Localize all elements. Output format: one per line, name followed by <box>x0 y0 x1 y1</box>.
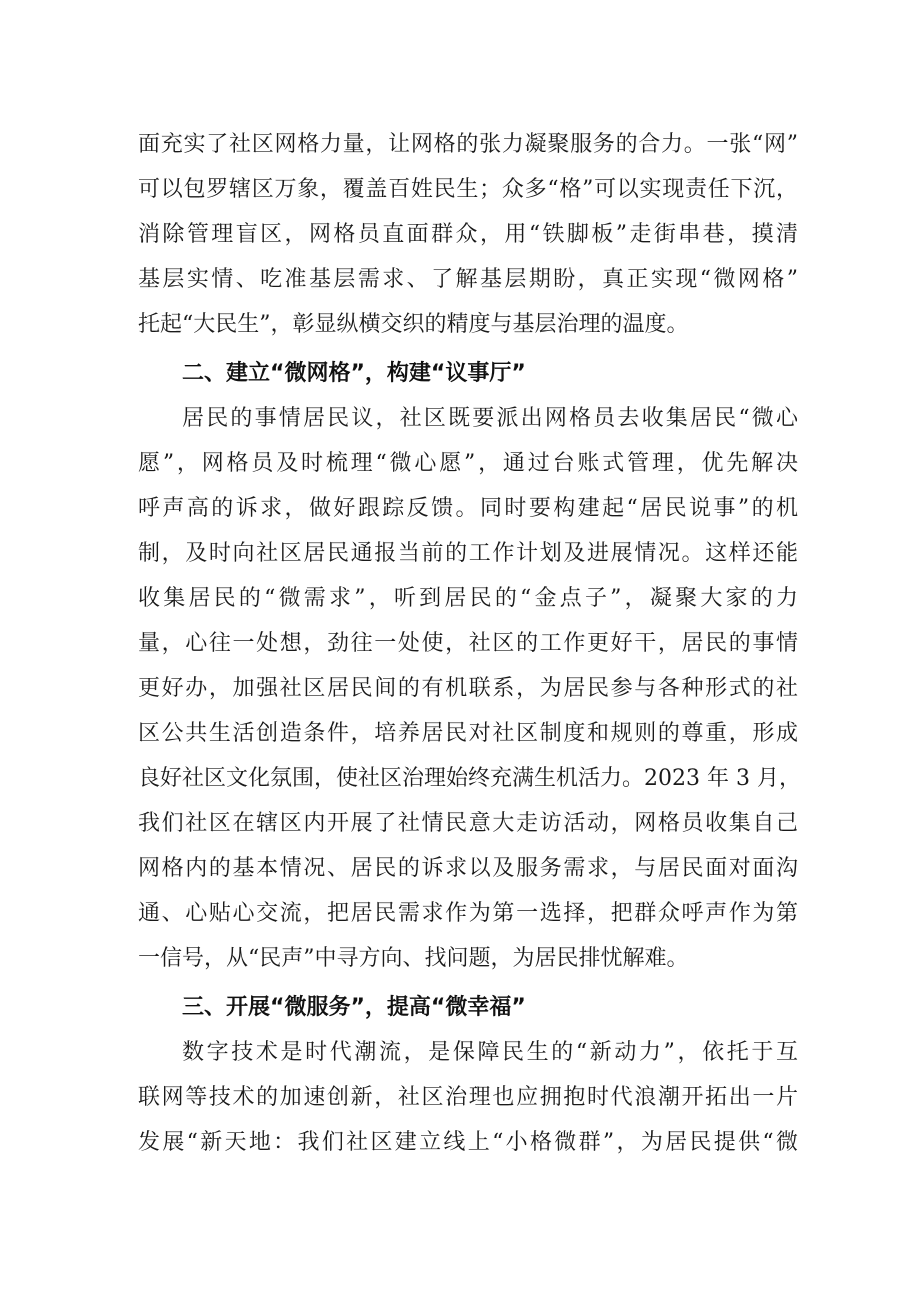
paragraph-line: 呼声高的诉求，做好跟踪反馈。同时要构建起“居民说事”的机 <box>138 496 798 521</box>
section-heading-2: 二、建立“微网格”，构建“议事厅” <box>182 361 526 386</box>
paragraph-line: 制，及时向社区居民通报当前的工作计划及进展情况。这样还能 <box>138 541 798 566</box>
paragraph-line: 愿”，网格员及时梳理“微心愿”，通过台账式管理，优先解决 <box>138 451 798 476</box>
paragraph-line: 量，心往一处想，劲往一处使，社区的工作更好干，居民的事情 <box>138 631 798 656</box>
paragraph-line: 托起“大民生”，彰显纵横交织的精度与基层治理的温度。 <box>138 312 689 337</box>
paragraph-line: 我们社区在辖区内开展了社情民意大走访活动，网格员收集自己 <box>138 811 798 836</box>
paragraph-line: 通、心贴心交流，把居民需求作为第一选择，把群众呼声作为第 <box>138 901 798 926</box>
paragraph-line: 基层实情、吃准基层需求、了解基层期盼，真正实现“微网格” <box>138 267 798 292</box>
paragraph-1 <box>138 122 798 347</box>
paragraph-line: 一信号，从“民声”中寻方向、找问题，为居民排忧解难。 <box>138 946 689 971</box>
document-body <box>138 122 801 1165</box>
section-heading-3: 三、开展“微服务”，提高“微幸福” <box>182 995 526 1020</box>
paragraph-line: 区公共生活创造条件，培养居民对社区制度和规则的尊重，形成 <box>138 721 798 746</box>
paragraph-line: 发展“新天地：我们社区建立线上“小格微群”，为居民提供“微 <box>138 1130 798 1155</box>
paragraph-line: 可以包罗辖区万象，覆盖百姓民生；众多“格”可以实现责任下沉， <box>138 177 798 202</box>
paragraph-line: 良好社区文化氛围，使社区治理始终充满生机活力。2023 年 3 月， <box>138 766 801 791</box>
paragraph-line: 面充实了社区网格力量，让网格的张力凝聚服务的合力。一张“网” <box>138 132 798 157</box>
paragraph-line: 消除管理盲区，网格员直面群众，用“铁脚板”走街串巷，摸清 <box>138 222 798 247</box>
paragraph-line: 网格内的基本情况、居民的诉求以及服务需求，与居民面对面沟 <box>138 856 798 881</box>
paragraph-line: 居民的事情居民议，社区既要派出网格员去收集居民“微心 <box>182 406 798 431</box>
paragraph-line: 收集居民的“微需求”，听到居民的“金点子”，凝聚大家的力 <box>138 586 798 611</box>
paragraph-line: 联网等技术的加速创新，社区治理也应拥抱时代浪潮开拓出一片 <box>138 1085 798 1110</box>
paragraph-line: 更好办，加强社区居民间的有机联系，为居民参与各种形式的社 <box>138 676 798 701</box>
paragraph-3 <box>138 1030 798 1165</box>
paragraph-line: 数字技术是时代潮流，是保障民生的“新动力”，依托于互 <box>182 1040 798 1065</box>
paragraph-2 <box>138 396 801 981</box>
